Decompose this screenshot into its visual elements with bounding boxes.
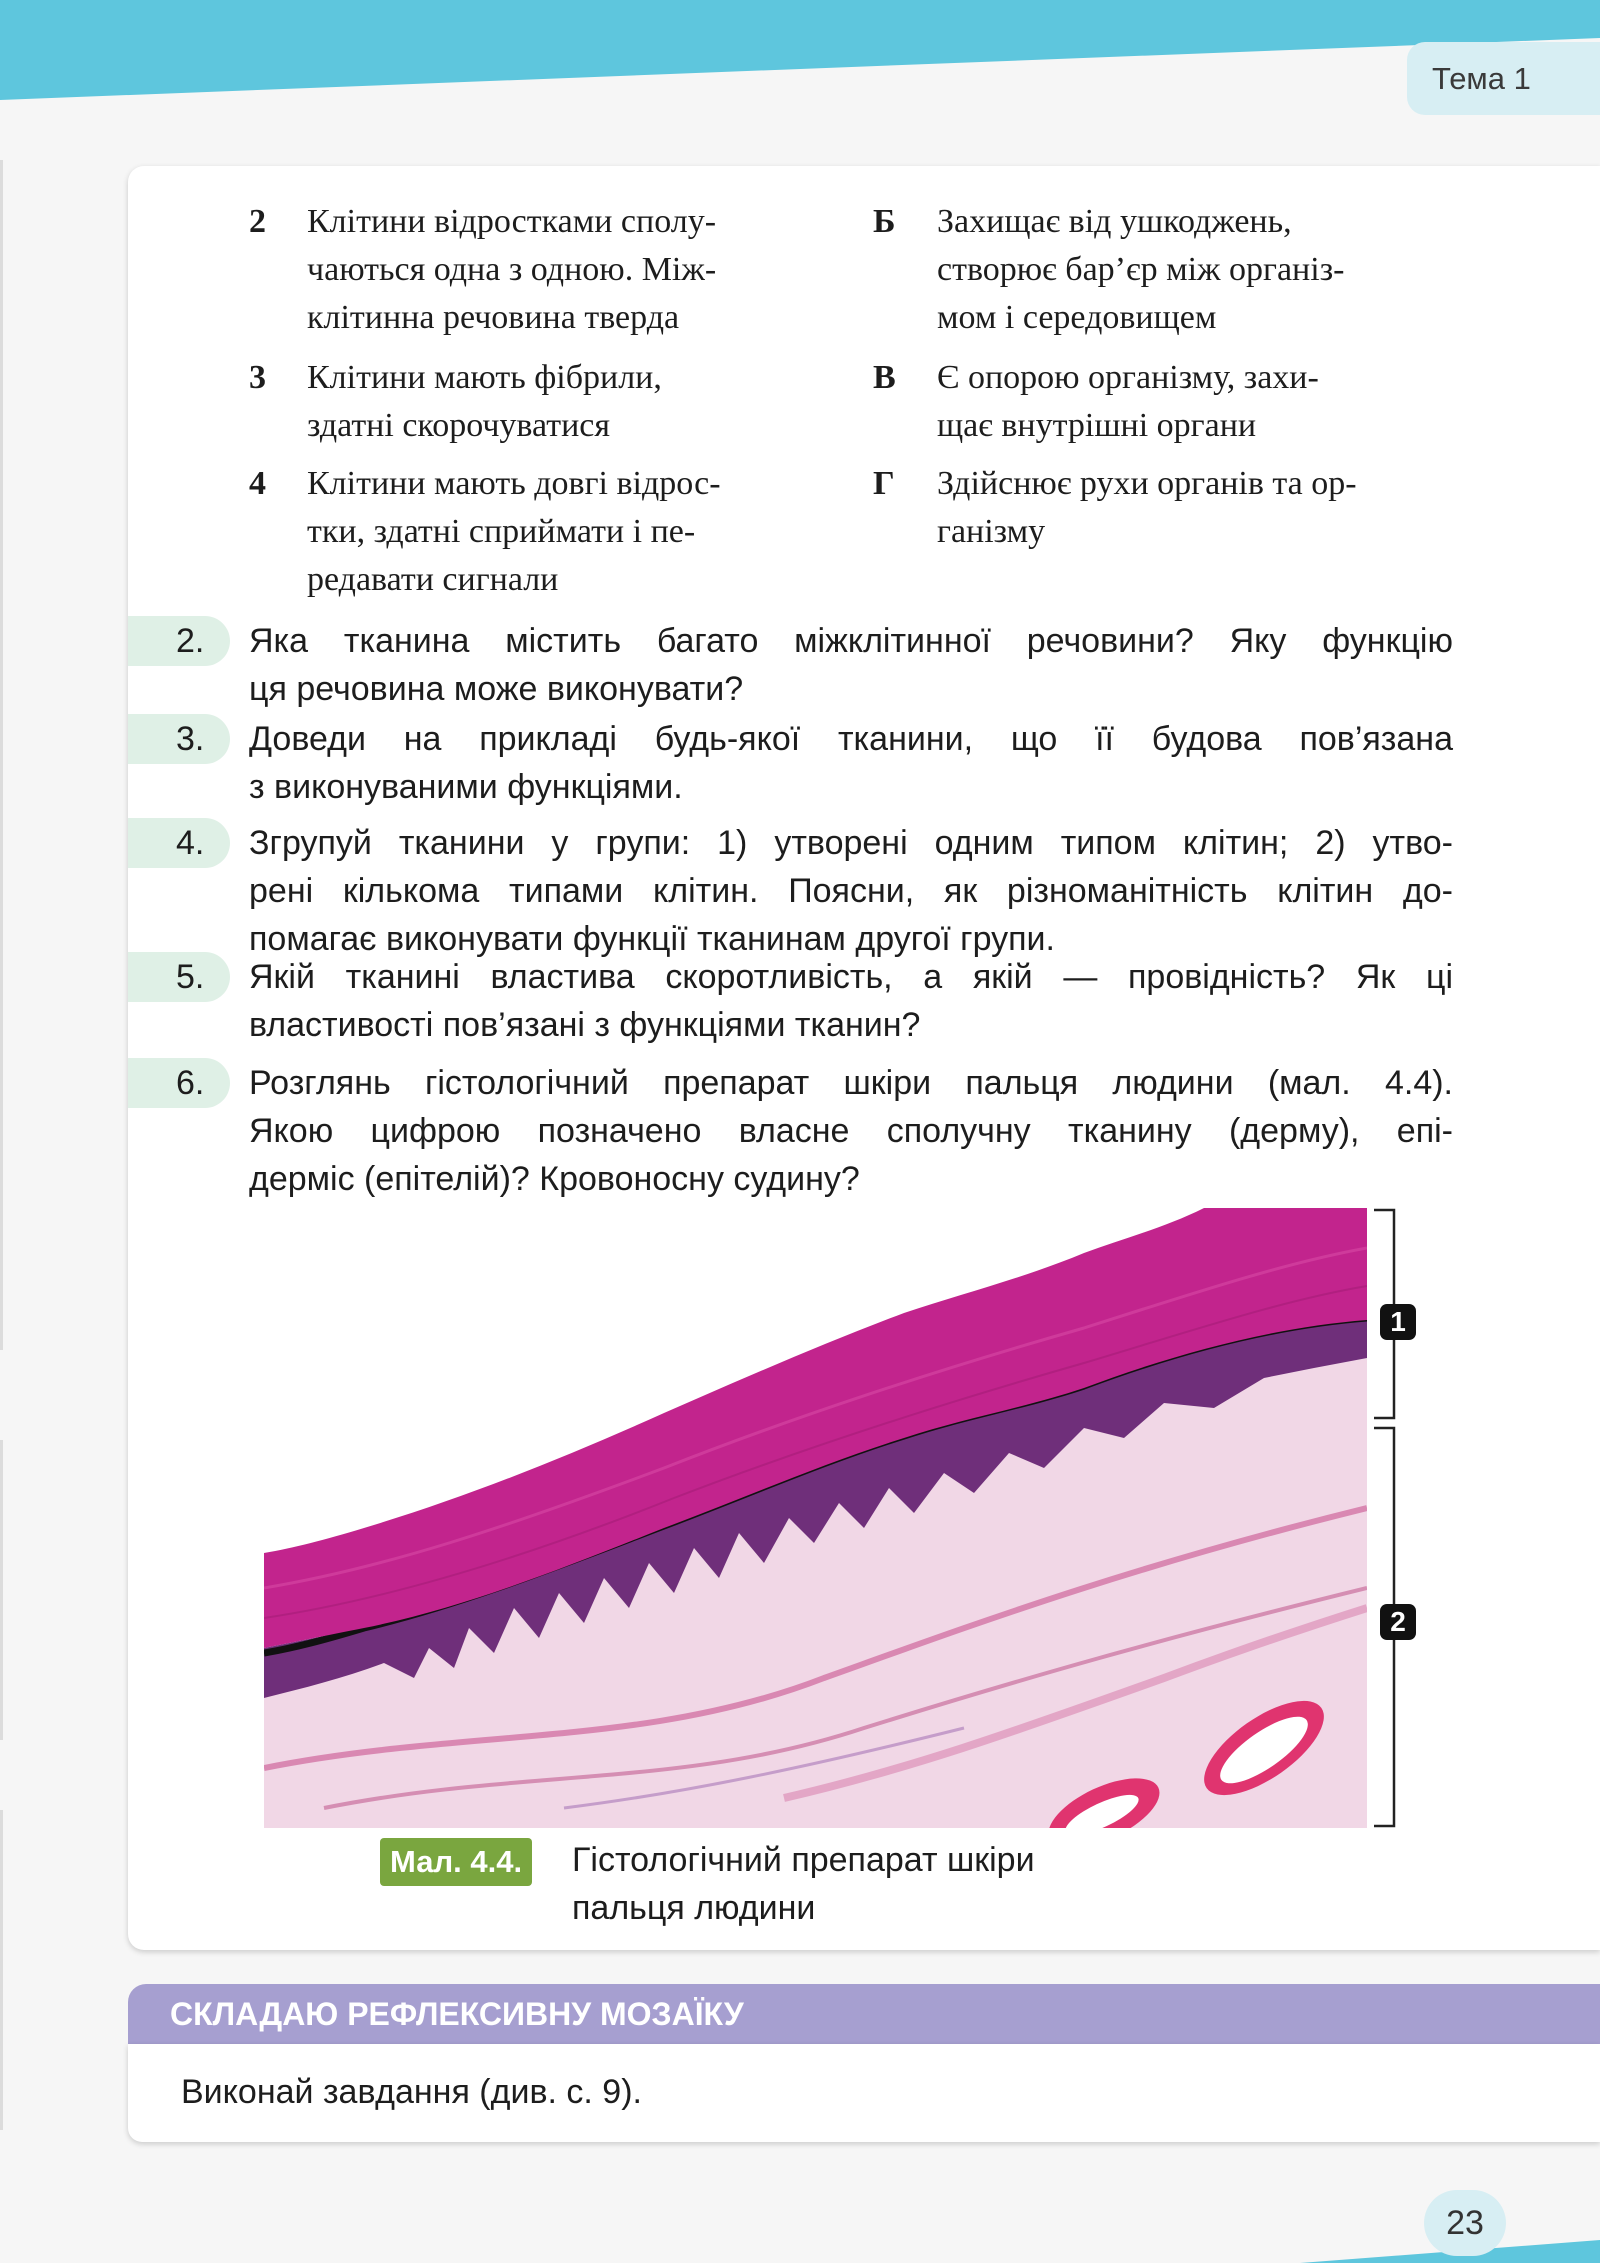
- question-number: 4.: [176, 824, 205, 862]
- histology-figure: [264, 1208, 1367, 1828]
- question-number: 3.: [176, 720, 205, 758]
- match-line: Клітини мають фібрили,: [307, 359, 662, 396]
- match-line: чаються одна з одною. Між-: [307, 251, 717, 288]
- match-line: Є опорою організму, захи-: [937, 359, 1319, 396]
- figure-annotations: [1360, 1200, 1480, 1880]
- match-right-b: [873, 198, 1473, 348]
- caption-line: Гістологічний препарат шкіри: [572, 1841, 1035, 1879]
- reflection-title: СКЛАДАЮ РЕФЛЕКСИВНУ МОЗАЇКУ: [170, 1996, 744, 2032]
- question-line: Яка тканина містить багато міжклітинної речовини? Яку функцію: [249, 622, 1453, 660]
- figure-marker-2: 2: [1390, 1606, 1406, 1637]
- question-line: рені кількома типами клітин. Поясни, як різноманітність клітин до-: [249, 872, 1453, 910]
- topic-label: Тема 1: [1432, 61, 1531, 96]
- topic-tab: [1407, 42, 1600, 115]
- reflection-text: Виконай завдання (див. с. 9).: [181, 2073, 642, 2111]
- page-number: 23: [1424, 2190, 1506, 2256]
- figure-marker-1: 1: [1390, 1306, 1406, 1337]
- figure-caption-label: Мал. 4.4.: [380, 1838, 532, 1886]
- question-number: 2.: [176, 622, 205, 660]
- question-6: [249, 1059, 1453, 1203]
- question-number: 6.: [176, 1064, 205, 1102]
- match-right-g: [873, 460, 1473, 560]
- header-band: [0, 0, 1600, 110]
- match-letter: В: [873, 359, 896, 396]
- match-line: Клітини мають довгі відрос-: [307, 465, 721, 502]
- question-line: Розглянь гістологічний препарат шкіри пальця людини (мал. 4.4).: [249, 1064, 1453, 1102]
- match-line: щає внутрішні органи: [937, 407, 1257, 444]
- match-line: Здійснює рухи органів та ор-: [937, 465, 1357, 502]
- figure-caption: [572, 1836, 1132, 1932]
- histology-image: [264, 1208, 1367, 1828]
- match-number: 4: [249, 465, 266, 502]
- question-3: [249, 715, 1453, 811]
- question-line: властивості пов’язані з функціями тканин?: [249, 1006, 921, 1044]
- figure-marker-3: 3: [1286, 1844, 1302, 1875]
- question-number: 5.: [176, 958, 205, 996]
- question-2: [249, 617, 1453, 713]
- question-4: [249, 819, 1453, 963]
- question-line: дерміс (епітелій)? Кровоносну судину?: [249, 1160, 860, 1198]
- match-line: створює бар’єр між організ-: [937, 251, 1345, 288]
- match-line: здатні скорочуватися: [307, 407, 611, 444]
- match-line: ганізму: [937, 513, 1046, 550]
- reflection-header: [128, 1984, 1600, 2044]
- match-line: Захищає від ушкоджень,: [937, 203, 1292, 240]
- question-line: Якій тканині властива скоротливість, а якій — провідність? Як ці: [249, 958, 1453, 996]
- match-line: Клітини відростками сполу-: [307, 203, 717, 240]
- match-letter: Б: [873, 203, 896, 240]
- match-line: клітинна речовина тверда: [307, 299, 680, 336]
- match-line: редавати сигнали: [307, 561, 559, 598]
- margin-decoration: [0, 160, 8, 2160]
- match-left-2: [249, 198, 829, 348]
- question-5: [249, 953, 1453, 1049]
- question-line: з виконуваними функціями.: [249, 768, 683, 806]
- question-line: Згрупуй тканини у групи: 1) утворені одним типом клітин; 2) утво-: [249, 824, 1453, 862]
- question-line: Якою цифрою позначено власне сполучну тканину (дерму), епі-: [249, 1112, 1453, 1150]
- question-line: ця речовина може виконувати?: [249, 670, 744, 708]
- match-right-v: [873, 354, 1473, 454]
- match-letter: Г: [873, 465, 895, 502]
- caption-line: пальця людини: [572, 1889, 816, 1927]
- match-number: 3: [249, 359, 266, 396]
- question-line: помагає виконувати функції тканинам другої групи.: [249, 920, 1055, 958]
- match-line: тки, здатні сприймати і пе-: [307, 513, 696, 550]
- match-line: мом і середовищем: [937, 299, 1217, 336]
- match-left-4: [249, 460, 829, 610]
- question-line: Доведи на прикладі будь-якої тканини, що її будова пов’язана: [249, 720, 1453, 758]
- match-number: 2: [249, 203, 266, 240]
- match-left-3: [249, 354, 829, 454]
